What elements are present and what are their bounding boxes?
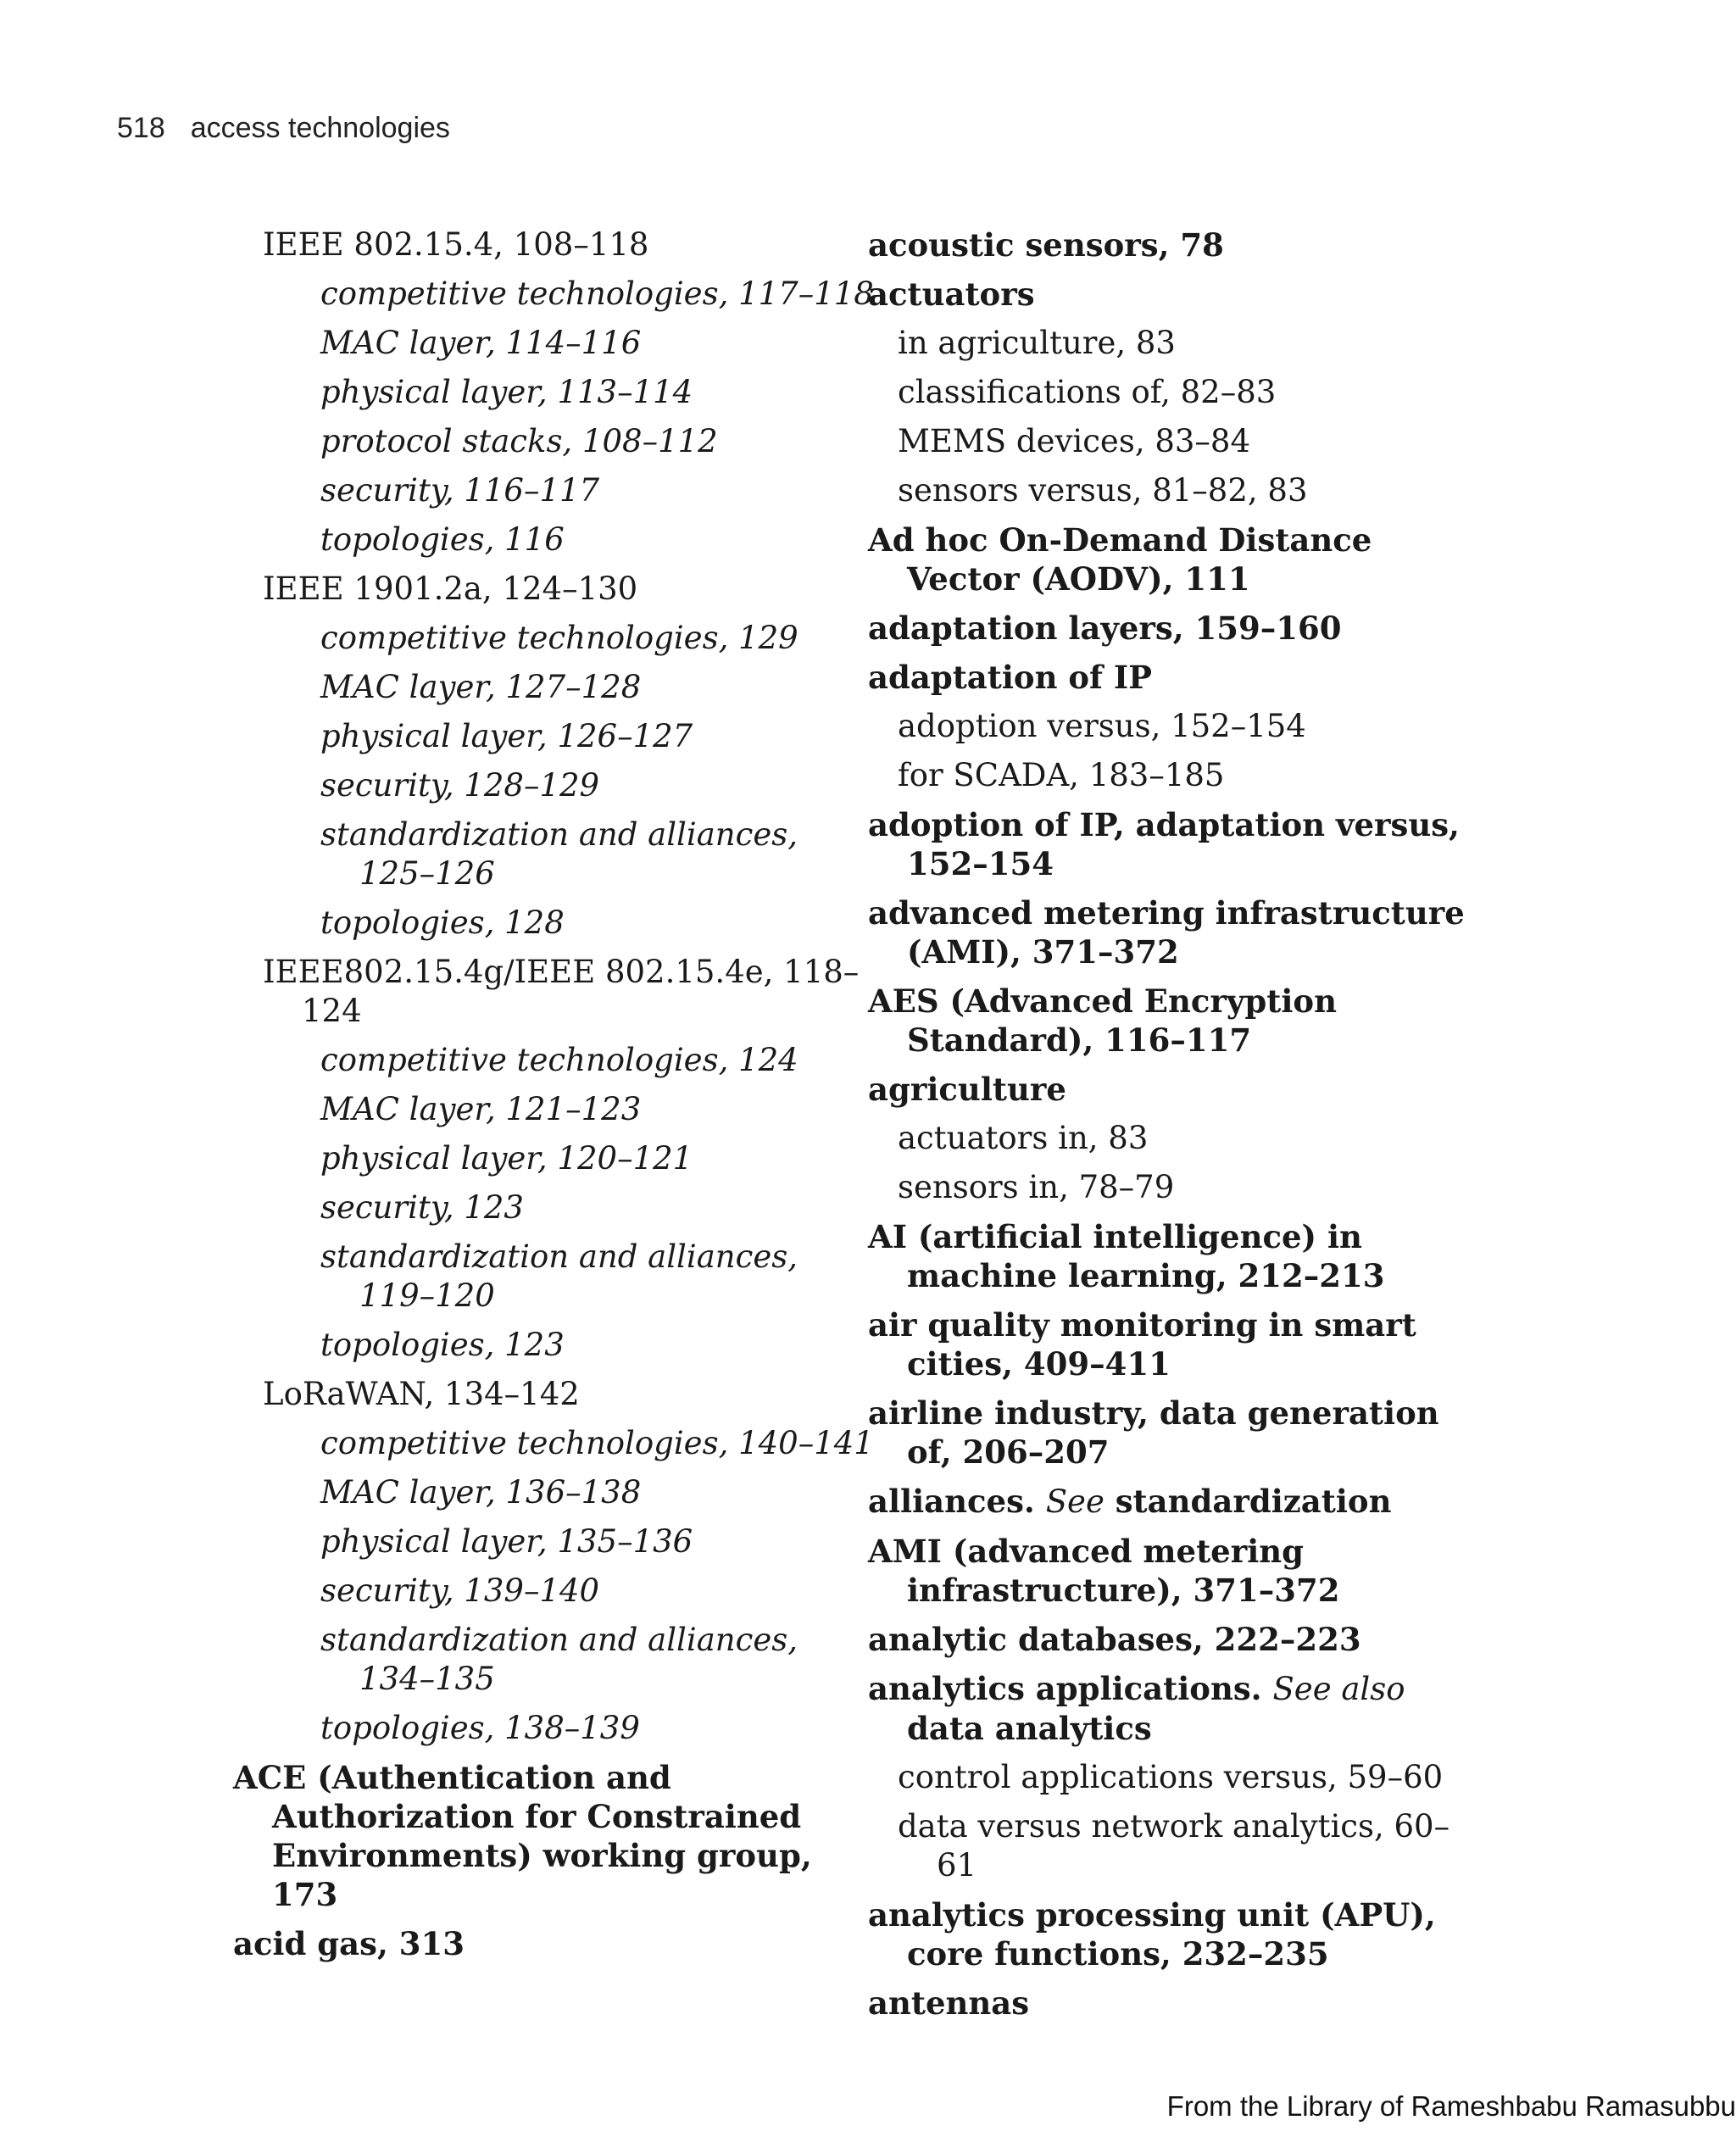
index-entry-text: security, 123 bbox=[320, 1189, 524, 1226]
index-entry-text: IEEE 802.15.4, 108–118 bbox=[263, 226, 649, 263]
index-entry bbox=[898, 324, 1478, 363]
index-entry bbox=[320, 1090, 877, 1129]
index-entry bbox=[320, 1188, 877, 1227]
index-entry bbox=[868, 1984, 1478, 2023]
see-reference: See bbox=[1045, 1483, 1104, 1520]
index-entry-text: security, 139–140 bbox=[320, 1572, 600, 1609]
index-entry bbox=[868, 1620, 1478, 1659]
see-reference: See also bbox=[1272, 1671, 1405, 1707]
index-entry-text: topologies, 138–139 bbox=[320, 1710, 640, 1746]
index-entry-text: physical layer, 113–114 bbox=[320, 374, 693, 410]
index-entry-text: ACE (Authentication and Authorization for Constrained Environments) working group, 173 bbox=[233, 1759, 812, 1913]
index-entry-text: actuators in, 83 bbox=[898, 1120, 1149, 1156]
index-entry-text: in agriculture, 83 bbox=[898, 325, 1176, 361]
index-entry-text: alliances. bbox=[868, 1483, 1035, 1520]
index-entry bbox=[868, 1305, 1478, 1383]
index-entry bbox=[320, 619, 877, 658]
index-entry bbox=[868, 893, 1478, 971]
see-target: standardization bbox=[1104, 1483, 1392, 1520]
index-entry bbox=[898, 707, 1478, 746]
index-entry-text: MAC layer, 121–123 bbox=[320, 1091, 642, 1127]
index-entry-text: physical layer, 120–121 bbox=[320, 1140, 693, 1177]
index-entry-text: security, 116–117 bbox=[320, 472, 600, 509]
index-entry bbox=[320, 1572, 877, 1611]
index-entry-text: analytic databases, 222–223 bbox=[868, 1621, 1361, 1658]
index-entry bbox=[320, 373, 877, 412]
index-entry bbox=[898, 1807, 1478, 1885]
index-entry-text: classifications of, 82–83 bbox=[898, 374, 1277, 410]
index-entry-text: analytics applications. bbox=[868, 1670, 1262, 1707]
index-entry-text: acoustic sensors, 78 bbox=[868, 226, 1224, 264]
index-entry bbox=[868, 805, 1478, 883]
index-entry-text: competitive technologies, 124 bbox=[320, 1042, 798, 1078]
index-entry-text: adaptation of IP bbox=[868, 659, 1152, 696]
index-entry-text: sensors versus, 81–82, 83 bbox=[898, 472, 1308, 509]
index-entry-text: standardization and alliances, 119–120 bbox=[320, 1238, 798, 1314]
index-entry bbox=[320, 1238, 877, 1316]
index-entry-text: agriculture bbox=[868, 1071, 1066, 1108]
index-entry bbox=[868, 225, 1478, 264]
index-entry-text: control applications versus, 59–60 bbox=[898, 1759, 1444, 1795]
see-target: data analytics bbox=[907, 1710, 1152, 1747]
index-column-left bbox=[233, 225, 877, 1963]
index-entry-text: adoption versus, 152–154 bbox=[898, 708, 1306, 744]
index-entry-text: MAC layer, 127–128 bbox=[320, 669, 642, 705]
index-entry bbox=[868, 1070, 1478, 1109]
index-entry-text: for SCADA, 183–185 bbox=[898, 757, 1225, 793]
index-entry bbox=[320, 904, 877, 943]
index-entry bbox=[320, 1621, 877, 1699]
running-title: access technologies bbox=[190, 112, 450, 144]
index-entry bbox=[320, 766, 877, 805]
index-column-right bbox=[868, 225, 1478, 2023]
index-entry-text: standardization and alliances, 125–126 bbox=[320, 816, 798, 892]
index-entry-text: AMI (advanced metering infrastructure), 371–372 bbox=[868, 1533, 1340, 1609]
index-entry-text: AI (artificial intelligence) in machine learning, 212–213 bbox=[868, 1218, 1385, 1294]
index-entry-text: MEMS devices, 83–84 bbox=[898, 423, 1250, 459]
index-entry-text: analytics processing unit (APU), core functions, 232–235 bbox=[868, 1896, 1436, 1973]
index-entry bbox=[233, 1758, 877, 1914]
index-entry-text: antennas bbox=[868, 1984, 1030, 2022]
index-entry bbox=[263, 1375, 877, 1414]
index-entry-text: airline industry, data generation of, 206–207 bbox=[868, 1394, 1439, 1471]
index-entry bbox=[868, 658, 1478, 697]
index-entry bbox=[263, 225, 877, 264]
index-entry-text: protocol stacks, 108–112 bbox=[320, 423, 718, 459]
index-entry bbox=[320, 668, 877, 707]
index-entry bbox=[320, 471, 877, 510]
index-entry-text: MAC layer, 136–138 bbox=[320, 1474, 642, 1511]
index-entry bbox=[898, 471, 1478, 510]
index-entry bbox=[320, 1522, 877, 1561]
index-entry bbox=[320, 1041, 877, 1080]
index-entry bbox=[263, 953, 877, 1031]
index-entry bbox=[320, 1473, 877, 1512]
index-entry bbox=[868, 609, 1478, 648]
library-footer: From the Library of Rameshbabu Ramasubbu bbox=[1166, 2090, 1736, 2122]
index-entry bbox=[868, 520, 1478, 598]
index-entry bbox=[233, 1924, 877, 1963]
index-entry-text: data versus network analytics, 60–61 bbox=[898, 1808, 1450, 1884]
index-entry-text: standardization and alliances, 134–135 bbox=[320, 1622, 798, 1697]
index-entry bbox=[868, 1895, 1478, 1973]
index-entry bbox=[898, 373, 1478, 412]
index-entry bbox=[320, 1709, 877, 1748]
index-entry-text: topologies, 123 bbox=[320, 1327, 565, 1363]
index-entry-text: air quality monitoring in smart cities, 409–411 bbox=[868, 1306, 1416, 1383]
index-entry bbox=[898, 1758, 1478, 1797]
page-number: 518 bbox=[117, 112, 165, 144]
index-entry-text: competitive technologies, 117–118 bbox=[320, 275, 874, 312]
index-entry-text: Ad hoc On-Demand Distance Vector (AODV), 111 bbox=[868, 521, 1372, 598]
index-entry bbox=[320, 422, 877, 461]
index-entry bbox=[868, 982, 1478, 1060]
index-entry-text: IEEE802.15.4g/IEEE 802.15.4e, 118–124 bbox=[263, 954, 860, 1029]
index-entry bbox=[898, 422, 1478, 461]
index-entry bbox=[898, 1119, 1478, 1158]
index-entry-text: physical layer, 135–136 bbox=[320, 1523, 693, 1560]
index-entry-text: acid gas, 313 bbox=[233, 1925, 465, 1962]
index-entry bbox=[868, 1482, 1478, 1522]
index-entry-text: topologies, 116 bbox=[320, 521, 565, 558]
index-entry bbox=[263, 570, 877, 609]
index-entry-text: advanced metering infrastructure (AMI), 371–372 bbox=[868, 894, 1465, 971]
index-entry bbox=[320, 1424, 877, 1463]
index-entry-text: competitive technologies, 129 bbox=[320, 620, 798, 656]
index-entry bbox=[320, 275, 877, 314]
index-entry-text: physical layer, 126–127 bbox=[320, 718, 693, 754]
index-entry-text: LoRaWAN, 134–142 bbox=[263, 1376, 580, 1412]
index-entry-text: IEEE 1901.2a, 124–130 bbox=[263, 570, 638, 607]
index-entry-text: MAC layer, 114–116 bbox=[320, 325, 642, 361]
index-entry bbox=[320, 1139, 877, 1178]
running-head bbox=[117, 112, 450, 145]
index-entry-text: competitive technologies, 140–141 bbox=[320, 1425, 874, 1461]
index-entry bbox=[320, 815, 877, 893]
index-entry-text: adaptation layers, 159–160 bbox=[868, 609, 1342, 647]
index-entry bbox=[320, 520, 877, 559]
index-entry-text: actuators bbox=[868, 275, 1035, 313]
index-entry-text: adoption of IP, adaptation versus, 152–154 bbox=[868, 806, 1460, 882]
index-entry bbox=[868, 1394, 1478, 1472]
index-entry-text: AES (Advanced Encryption Standard), 116–117 bbox=[868, 982, 1338, 1059]
index-entry-text: topologies, 128 bbox=[320, 904, 565, 941]
index-entry bbox=[320, 717, 877, 756]
index-entry bbox=[868, 275, 1478, 314]
index-entry-text: sensors in, 78–79 bbox=[898, 1169, 1175, 1205]
index-entry bbox=[868, 1217, 1478, 1295]
index-entry-text: security, 128–129 bbox=[320, 767, 600, 804]
index-entry bbox=[320, 324, 877, 363]
index-entry bbox=[898, 1168, 1478, 1207]
index-entry bbox=[868, 1532, 1478, 1610]
index-entry bbox=[898, 756, 1478, 795]
index-entry bbox=[320, 1326, 877, 1365]
index-entry bbox=[868, 1669, 1478, 1748]
